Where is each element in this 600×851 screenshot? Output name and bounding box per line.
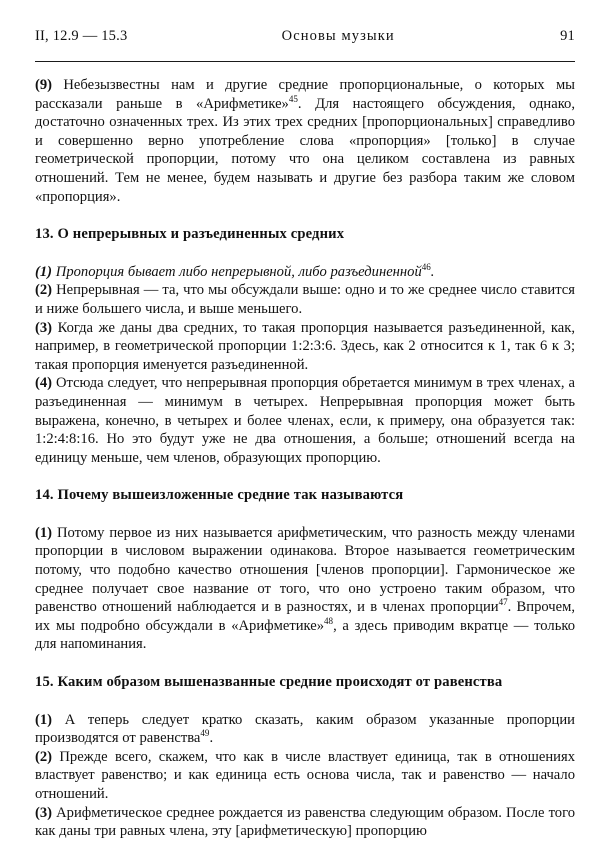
paragraph-marker-14-1: (1) xyxy=(35,524,53,541)
footnote-ref-49: 49 xyxy=(200,728,210,739)
section15-paragraph-2 xyxy=(35,748,575,804)
section14-p1-text-a: Потому первое из них называется арифметическим, что разность между членами пропорции в числовом выражении одинакова. Второе называется геометрическим потому, что подобно качество отношения [членов пропорции]. Гармоническое же среднее получает свое название от того, что оно устроено таким образом, что равенство отношений наблюдается и в разностях, и в членах пропорции xyxy=(35,524,575,616)
section13-p1-text-a: Пропорция бывает либо непрерывной, либо разъединенной xyxy=(52,263,422,280)
paragraph-marker-13-4: (4) xyxy=(35,375,53,392)
paragraph-marker-15-1: (1) xyxy=(35,711,53,728)
footnote-ref-46: 46 xyxy=(421,261,431,272)
running-head xyxy=(35,28,575,50)
section15-p1-text-a: А теперь следует кратко сказать, каким образом указанные пропорции производятся от равенства xyxy=(35,711,575,747)
paragraph-9-text-b: . Для настоящего обсуждения, однако, достаточно означенных трех. Из этих трех средних [пропорциональных] справедливо и совершенно верно употребление слова «пропорция» [только] в случае геометрической пропорции, потому что она целиком составлена из равных отношений. Тем не менее, будем называть и другие без разбора таким же словом «пропорция». xyxy=(35,95,575,205)
section13-paragraph-4 xyxy=(35,374,575,467)
paragraph-9-text-a: Небезызвестны нам и другие средние пропорциональные, о которых мы рассказали раньше в «Арифметике» xyxy=(35,77,575,112)
header-divider-rule xyxy=(35,61,575,62)
paragraph-marker-15-2: (2) xyxy=(35,748,53,765)
section-heading-13: 13. О непрерывных и разъединенных средних xyxy=(35,226,345,243)
paragraph-marker-15-3: (3) xyxy=(35,804,53,821)
section13-p4-text: Отсюда следует, что непрерывная пропорция обретается минимум в трех членах, а разъединенная — минимум в четырех. Непрерывная пропорция может быть выражена, конечно, в четырех и более членах, если, к примеру, она образуется так: 1:2:4:8:16. Но это будут уже не два отношения, а больше; отношений всегда на единицу меньше, чем членов, образующих пропорцию. xyxy=(35,375,575,466)
section15-paragraph-3 xyxy=(35,804,575,841)
paragraph-9 xyxy=(35,76,575,206)
footnote-ref-45: 45 xyxy=(288,93,298,104)
section-heading-15: 15. Каким образом вышеназванные средние происходят от равенства xyxy=(35,674,503,691)
section14-p1-text-c: , а здесь приводим вкратце — только для напоминания. xyxy=(35,617,575,653)
page-number: 91 xyxy=(560,28,575,44)
paragraph-marker-13-2: (2) xyxy=(35,282,53,299)
body-text-column xyxy=(35,76,575,841)
section13-paragraph-1 xyxy=(35,263,575,282)
paragraph-marker-9: (9) xyxy=(35,77,53,93)
section13-p1-text-b: . xyxy=(430,263,435,280)
paragraph-marker-13-1: (1) xyxy=(35,263,53,280)
section13-paragraph-2 xyxy=(35,281,575,318)
footnote-ref-48: 48 xyxy=(324,615,334,626)
section13-p2-text: Непрерывная — та, что мы обсуждали выше: одно и то же среднее число ставится и ниже большего числа, и выше меньшего. xyxy=(35,282,575,317)
footnote-ref-47: 47 xyxy=(498,597,508,608)
section14-paragraph-1 xyxy=(35,524,575,654)
section15-p3-text: Арифметическое среднее рождается из равенства следующим образом. После того как даны три равных члена, эту [арифметическую] пропорцию xyxy=(35,804,575,840)
paragraph-marker-13-3: (3) xyxy=(35,319,53,336)
section14-p1-text-b: . Впрочем, их мы подробно обсуждали в «Арифметике» xyxy=(35,599,575,634)
running-head-title: Основы музыки xyxy=(281,28,395,44)
section-heading-14: 14. Почему вышеизложенные средние так называются xyxy=(35,487,404,504)
section15-paragraph-1 xyxy=(35,711,575,748)
section13-p3-text: Когда же даны два средних, то такая пропорция называется разъединенной, как, например, в геометрической пропорции 1:2:3:6. Здесь, как 2 относится к 1, так 6 к 3; такая пропорция именуется разъединенной. xyxy=(35,319,575,373)
section13-paragraph-3 xyxy=(35,319,575,375)
running-head-reference: II, 12.9 — 15.3 xyxy=(35,28,128,44)
section15-p2-text: Прежде всего, скажем, что как в числе властвует единица, так в отношениях властвует равенство; и как единица есть основа числа, так и равенство — начало отношений. xyxy=(35,748,575,802)
section15-p1-text-b: . xyxy=(209,730,214,747)
